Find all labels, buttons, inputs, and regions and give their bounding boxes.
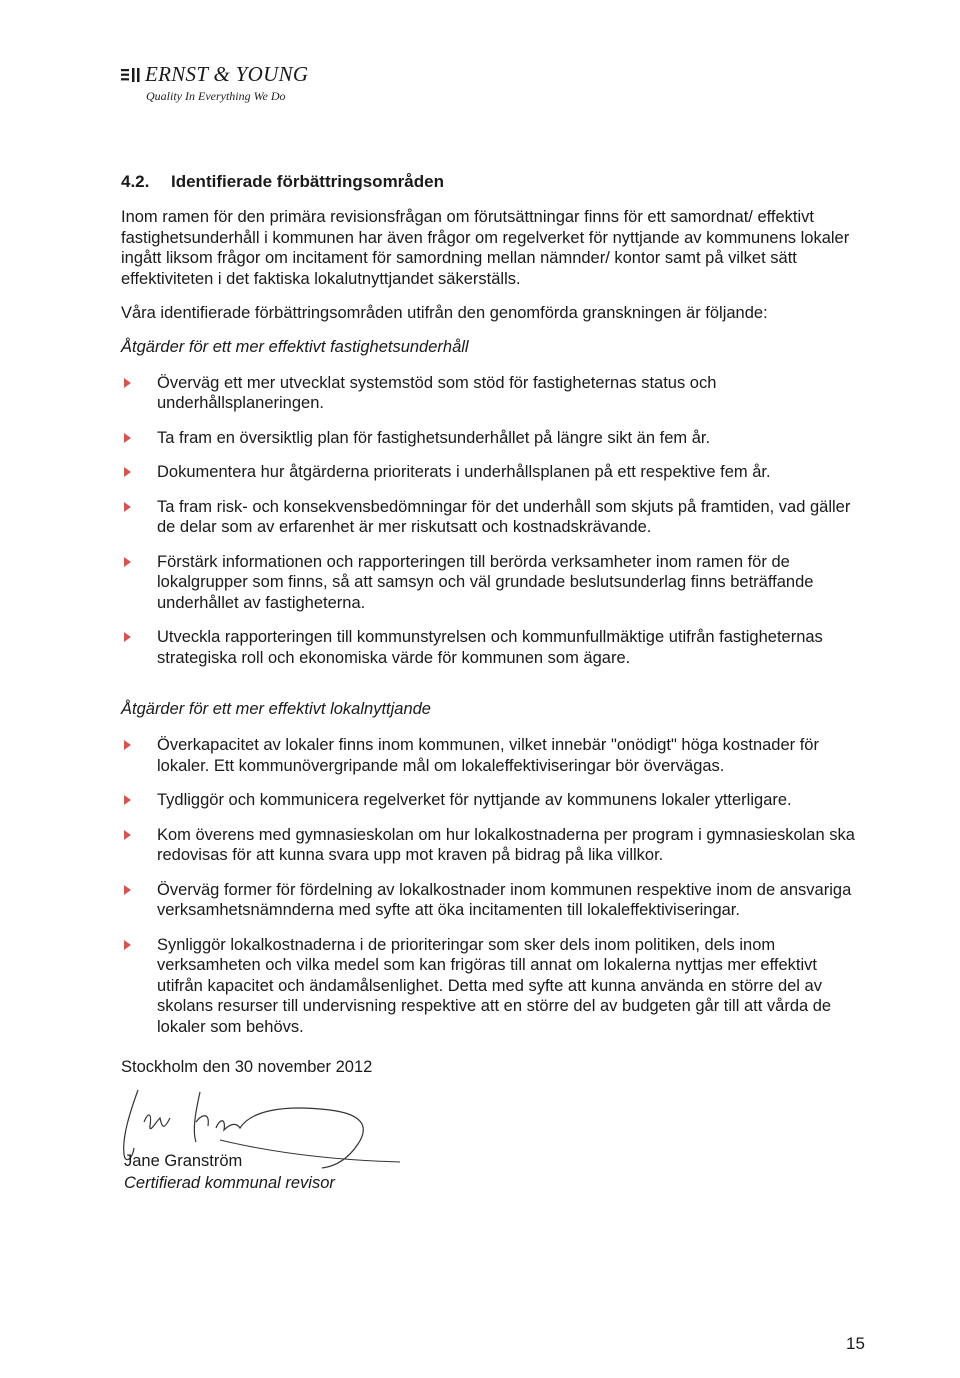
- bullet-arrow-icon: [124, 557, 131, 567]
- signer-block: [124, 1150, 335, 1194]
- page-number: 15: [846, 1334, 865, 1353]
- section-title: Identifierade förbättringsområden: [171, 172, 444, 191]
- section-number: 4.2.: [121, 172, 150, 191]
- list-item-text: Kom överens med gymnasieskolan om hur lokalkostnaderna per program i gymnasieskolan ska redovisas för att kunna svara upp mot kraven på bidrag på lika villkor.: [157, 825, 855, 864]
- bullet-arrow-icon: [124, 378, 131, 388]
- list-item-text: Överväg former för fördelning av lokalkostnader inom kommunen respektive inom de ansvariga verksamhetsnämnderna med syfte att öka incitamenten till lokaleffektiviseringar.: [157, 880, 852, 919]
- list-item: [121, 373, 861, 414]
- company-name: ERNST & YOUNG: [145, 62, 309, 86]
- list-item: [121, 880, 861, 921]
- bullet-arrow-icon: [124, 830, 131, 840]
- section-heading: [121, 172, 861, 192]
- list-item: [121, 825, 861, 866]
- ey-logo: [120, 62, 308, 104]
- group-heading: Åtgärder för ett mer effektivt lokalnyttjande: [121, 700, 431, 718]
- group-heading: Åtgärder för ett mer effektivt fastighetsunderhåll: [121, 337, 469, 356]
- improvement-list: [121, 735, 861, 1037]
- list-item: [121, 428, 861, 449]
- signer-title: Certifierad kommunal revisor: [124, 1174, 335, 1192]
- list-item-text: Tydliggör och kommunicera regelverket för nyttjande av kommunens lokaler ytterligare.: [157, 791, 792, 809]
- intro-paragraph: Inom ramen för den primära revisionsfrågan om förutsättningar finns för ett samordnat/ effektivt fastighetsunderhåll i kommunen har även frågor om regelverket för nyttjande av kommunens lokaler ingått liksom frågor om incitament för samordning mellan nämnder/ kontor samt på vilket sätt effektiviteten i det faktiska lokalutnyttjandet säkerställs.: [121, 208, 850, 288]
- bullet-arrow-icon: [124, 940, 131, 950]
- document-body: [121, 172, 861, 1051]
- bullet-arrow-icon: [124, 502, 131, 512]
- improvement-group-maintenance: [121, 338, 861, 669]
- bullet-arrow-icon: [124, 632, 131, 642]
- bullet-arrow-icon: [124, 740, 131, 750]
- bullet-arrow-icon: [124, 433, 131, 443]
- list-item-text: Ta fram en översiktlig plan för fastighetsunderhållet på längre sikt än fem år.: [157, 428, 711, 447]
- ey-logo-mark-icon: [120, 66, 142, 84]
- list-item-text: Synliggör lokalkostnaderna i de prioriteringar som sker dels inom politiken, dels inom verksamheten och vilka medel som kan frigöras till annat om lokalerna nyttjas mer effektivt utifrån kapacitet och ändamålsenlighet. Detta med syfte att kunna använda en större del av skolans resurser till undervisning respektive att en större del av budgeten går till att vårda de lokaler som behövs.: [157, 935, 832, 1036]
- lead-paragraph: Våra identifierade förbättringsområden utifrån den genomförda granskningen är följande:: [121, 304, 768, 322]
- list-item-text: Överväg ett mer utvecklat systemstöd som stöd för fastigheternas status och underhållsplaneringen.: [157, 373, 717, 412]
- bullet-arrow-icon: [124, 885, 131, 895]
- list-item: [121, 790, 861, 811]
- bullet-arrow-icon: [124, 467, 131, 477]
- list-item: [121, 935, 861, 1038]
- place-date: Stockholm den 30 november 2012: [121, 1058, 373, 1076]
- list-item-text: Utveckla rapporteringen till kommunstyrelsen och kommunfullmäktige utifrån fastigheternas strategiska roll och ekonomiska värde för kommunen som ägare.: [157, 628, 823, 667]
- list-item: [121, 735, 861, 776]
- list-item-text: Förstärk informationen och rapporteringen till berörda verksamheter inom ramen för de lokalgrupper som finns, så att samsyn och väl grundade beslutsunderlag finns beträffande underhållet av fastigheterna.: [157, 552, 814, 612]
- improvement-group-premises: [121, 700, 861, 1037]
- bullet-arrow-icon: [124, 795, 131, 805]
- list-item: [121, 552, 861, 614]
- list-item: [121, 497, 861, 538]
- company-tagline: Quality In Everything We Do: [146, 89, 286, 103]
- list-item-text: Dokumentera hur åtgärderna prioriterats i underhållsplanen på ett respektive fem år.: [157, 463, 771, 481]
- list-item: [121, 627, 861, 668]
- list-item: [121, 462, 861, 483]
- signer-name: Jane Granström: [124, 1152, 243, 1170]
- list-item-text: Ta fram risk- och konsekvensbedömningar för det underhåll som skjuts på framtiden, vad gäller de delar som av erfarenhet är mer riskutsatt och kostnadskrävande.: [157, 497, 851, 536]
- improvement-list: [121, 373, 861, 669]
- list-item-text: Överkapacitet av lokaler finns inom kommunen, vilket innebär "onödigt" höga kostnader för lokaler. Ett kommunövergripande mål om lokaleffektiviseringar bör övervägas.: [157, 736, 819, 775]
